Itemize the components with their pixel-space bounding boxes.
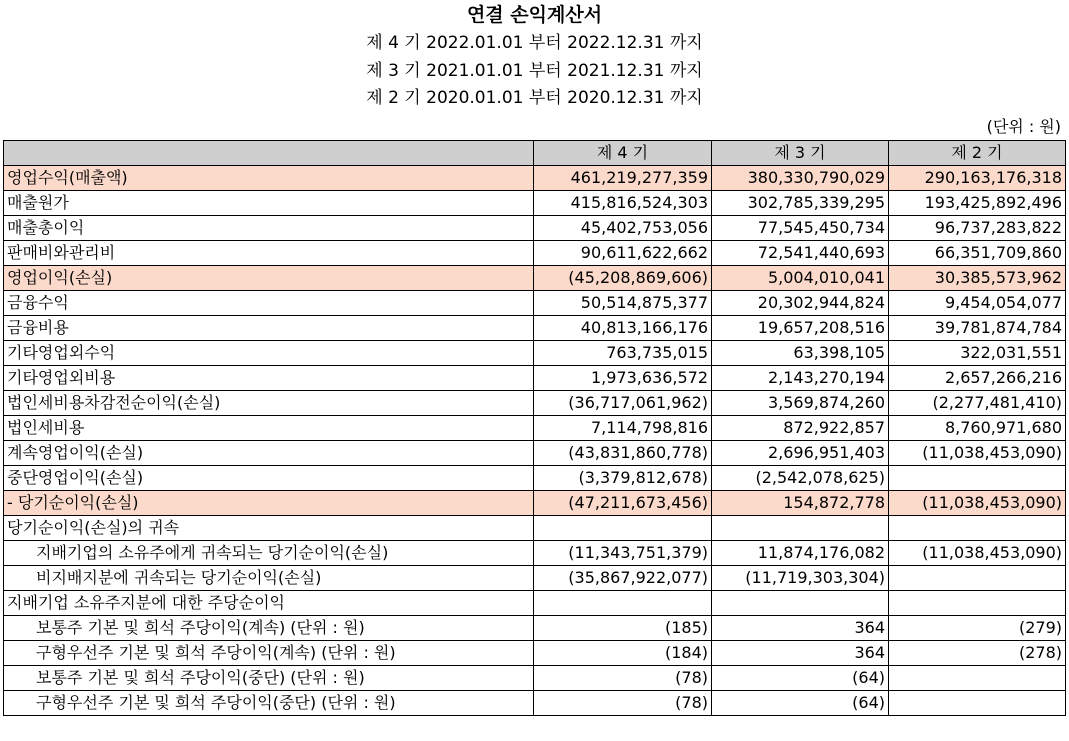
row-label: 보통주 기본 및 희석 주당이익(계속) (단위 : 원)	[4, 616, 534, 641]
period-line-3: 제 3 기 2021.01.01 부터 2021.12.31 까지	[366, 61, 703, 81]
row-value	[889, 516, 1066, 541]
row-label: 지배기업 소유주지분에 대한 주당순이익	[4, 591, 534, 616]
row-label: 금융비용	[4, 316, 534, 341]
row-value	[889, 666, 1066, 691]
row-value: 364	[712, 641, 889, 666]
table-row	[4, 566, 1066, 591]
row-value: 290,163,176,318	[889, 166, 1066, 191]
table-row	[4, 441, 1066, 466]
period-line-4: 제 4 기 2022.01.01 부터 2022.12.31 까지	[366, 33, 703, 53]
row-label: 기타영업외수익	[4, 341, 534, 366]
row-value: 9,454,054,077	[889, 291, 1066, 316]
row-label: 계속영업이익(손실)	[4, 441, 534, 466]
row-value: 72,541,440,693	[712, 241, 889, 266]
row-value: (279)	[889, 616, 1066, 641]
row-value: 154,872,778	[712, 491, 889, 516]
row-label: 당기순이익(손실)의 귀속	[4, 516, 534, 541]
row-value	[889, 566, 1066, 591]
row-value	[889, 691, 1066, 716]
row-value: (11,343,751,379)	[534, 541, 712, 566]
row-value: (2,277,481,410)	[889, 391, 1066, 416]
row-value: (278)	[889, 641, 1066, 666]
row-value: 2,696,951,403	[712, 441, 889, 466]
table-row	[4, 541, 1066, 566]
row-value: 763,735,015	[534, 341, 712, 366]
row-value: (11,038,453,090)	[889, 441, 1066, 466]
row-label: 지배기업의 소유주에게 귀속되는 당기순이익(손실)	[4, 541, 534, 566]
row-label: 매출원가	[4, 191, 534, 216]
row-value: (184)	[534, 641, 712, 666]
row-value: 1,973,636,572	[534, 366, 712, 391]
table-row	[4, 391, 1066, 416]
table-row	[4, 466, 1066, 491]
row-value: 39,781,874,784	[889, 316, 1066, 341]
table-row	[4, 641, 1066, 666]
row-value: 415,816,524,303	[534, 191, 712, 216]
table-row	[4, 491, 1066, 516]
row-value: (47,211,673,456)	[534, 491, 712, 516]
row-value: (3,379,812,678)	[534, 466, 712, 491]
column-header-period-3: 제 3 기	[712, 141, 889, 166]
row-value: 11,874,176,082	[712, 541, 889, 566]
row-value: 302,785,339,295	[712, 191, 889, 216]
row-value: 90,611,622,662	[534, 241, 712, 266]
table-row	[4, 516, 1066, 541]
row-value: (35,867,922,077)	[534, 566, 712, 591]
table-row	[4, 666, 1066, 691]
row-value: 19,657,208,516	[712, 316, 889, 341]
row-value: 364	[712, 616, 889, 641]
row-label: 매출총이익	[4, 216, 534, 241]
column-header-label	[4, 141, 534, 166]
row-label: 구형우선주 기본 및 희석 주당이익(중단) (단위 : 원)	[4, 691, 534, 716]
table-row	[4, 166, 1066, 191]
row-value	[534, 591, 712, 616]
row-value: 66,351,709,860	[889, 241, 1066, 266]
row-value: (36,717,061,962)	[534, 391, 712, 416]
table-row	[4, 616, 1066, 641]
table-row	[4, 416, 1066, 441]
period-line-2: 제 2 기 2020.01.01 부터 2020.12.31 까지	[366, 88, 703, 108]
table-row	[4, 691, 1066, 716]
unit-label: (단위 : 원)	[986, 117, 1061, 136]
row-label: 법인세비용	[4, 416, 534, 441]
table-row	[4, 316, 1066, 341]
row-value: (45,208,869,606)	[534, 266, 712, 291]
table-row	[4, 291, 1066, 316]
row-value: (11,038,453,090)	[889, 491, 1066, 516]
row-value: 8,760,971,680	[889, 416, 1066, 441]
statement-title: 연결 손익계산서	[466, 4, 603, 26]
row-value: 20,302,944,824	[712, 291, 889, 316]
table-header-row	[4, 141, 1066, 166]
row-value: 63,398,105	[712, 341, 889, 366]
row-value: 3,569,874,260	[712, 391, 889, 416]
row-value: (78)	[534, 666, 712, 691]
row-label: 법인세비용차감전순이익(손실)	[4, 391, 534, 416]
row-value: (11,038,453,090)	[889, 541, 1066, 566]
table-row	[4, 191, 1066, 216]
row-value: (11,719,303,304)	[712, 566, 889, 591]
table-row	[4, 216, 1066, 241]
row-value: 45,402,753,056	[534, 216, 712, 241]
row-value: (78)	[534, 691, 712, 716]
table-row	[4, 591, 1066, 616]
table-row	[4, 341, 1066, 366]
column-header-period-2: 제 2 기	[889, 141, 1066, 166]
row-value: (64)	[712, 666, 889, 691]
column-header-period-4: 제 4 기	[534, 141, 712, 166]
row-value: 2,657,266,216	[889, 366, 1066, 391]
row-value: (64)	[712, 691, 889, 716]
row-value: 2,143,270,194	[712, 366, 889, 391]
income-statement-table	[3, 140, 1066, 716]
row-value	[712, 591, 889, 616]
row-label: 기타영업외비용	[4, 366, 534, 391]
row-value	[712, 516, 889, 541]
row-value: 461,219,277,359	[534, 166, 712, 191]
row-label: 중단영업이익(손실)	[4, 466, 534, 491]
row-value: 30,385,573,962	[889, 266, 1066, 291]
row-label: - 당기순이익(손실)	[4, 491, 534, 516]
row-value: (185)	[534, 616, 712, 641]
row-value: 50,514,875,377	[534, 291, 712, 316]
table-row	[4, 266, 1066, 291]
row-value: (2,542,078,625)	[712, 466, 889, 491]
row-value: 5,004,010,041	[712, 266, 889, 291]
row-value	[534, 516, 712, 541]
row-value	[889, 591, 1066, 616]
row-value: 380,330,790,029	[712, 166, 889, 191]
row-value: 96,737,283,822	[889, 216, 1066, 241]
table-row	[4, 241, 1066, 266]
row-value: 322,031,551	[889, 341, 1066, 366]
row-value: 193,425,892,496	[889, 191, 1066, 216]
row-label: 영업수익(매출액)	[4, 166, 534, 191]
row-value: 872,922,857	[712, 416, 889, 441]
row-label: 비지배지분에 귀속되는 당기순이익(손실)	[4, 566, 534, 591]
table-row	[4, 366, 1066, 391]
row-label: 금융수익	[4, 291, 534, 316]
row-value: 40,813,166,176	[534, 316, 712, 341]
row-label: 구형우선주 기본 및 희석 주당이익(계속) (단위 : 원)	[4, 641, 534, 666]
row-value: 77,545,450,734	[712, 216, 889, 241]
row-label: 영업이익(손실)	[4, 266, 534, 291]
row-value	[889, 466, 1066, 491]
row-value: 7,114,798,816	[534, 416, 712, 441]
row-label: 보통주 기본 및 희석 주당이익(중단) (단위 : 원)	[4, 666, 534, 691]
row-label: 판매비와관리비	[4, 241, 534, 266]
row-value: (43,831,860,778)	[534, 441, 712, 466]
